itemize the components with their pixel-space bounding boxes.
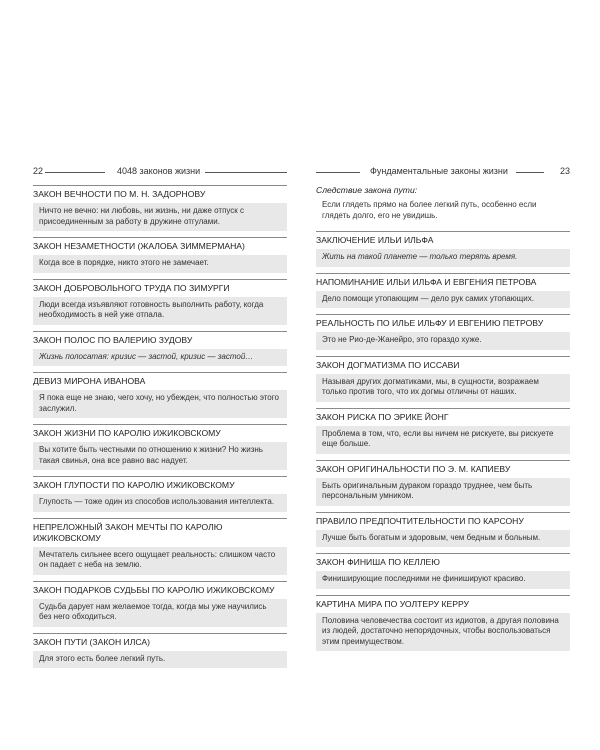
law-text: Судьба дарует нам желаемое тогда, когда мы уже научились без него обходиться.	[33, 599, 287, 627]
law-entry	[316, 595, 570, 652]
law-corollary	[316, 185, 570, 225]
running-title: 4048 законов жизни	[117, 166, 201, 176]
law-entry	[316, 512, 570, 548]
law-entry	[33, 331, 287, 367]
law-text: Вы хотите быть честными по отношению к жизни? Но жизнь такая свинья, она все равно вас надует.	[33, 442, 287, 470]
law-title: КАРТИНА МИРА ПО УОЛТЕРУ КЕРРУ	[316, 595, 570, 610]
law-entry	[33, 518, 287, 575]
page-number: 22	[33, 166, 44, 176]
header-rule	[205, 172, 287, 173]
right-page	[316, 165, 570, 657]
law-title: ЗАКОН ФИНИША ПО КЕЛЛЕЮ	[316, 553, 570, 568]
law-entry	[316, 553, 570, 589]
law-title: ЗАКОН ОРИГИНАЛЬНОСТИ ПО Э. М. КАПИЕВУ	[316, 460, 570, 475]
law-title: ЗАКЛЮЧЕНИЕ ИЛЬИ ИЛЬФА	[316, 231, 570, 246]
law-title: Следствие закона пути:	[316, 185, 418, 195]
law-title: ЗАКОН ВЕЧНОСТИ ПО М. Н. ЗАДОРНОВУ	[33, 185, 287, 200]
law-title: ЗАКОН ГЛУПОСТИ ПО КАРОЛЮ ИЖИКОВСКОМУ	[33, 476, 287, 491]
left-page	[33, 165, 287, 674]
law-text: Когда все в порядке, никто этого не замечает.	[33, 255, 287, 273]
law-title: НЕПРЕЛОЖНЫЙ ЗАКОН МЕЧТЫ ПО КАРОЛЮ ИЖИКОВСКОМУ	[33, 518, 287, 544]
law-text: Дело помощи утопающим — дело рук самих утопающих.	[316, 291, 570, 309]
law-title: ЗАКОН НЕЗАМЕТНОСТИ (ЖАЛОБА ЗИММЕРМАНА)	[33, 237, 287, 252]
laws-list	[316, 185, 570, 651]
law-text: Это не Рио-де-Жанейро, это гораздо хуже.	[316, 332, 570, 350]
law-text: Финиширующие последними не финишируют красиво.	[316, 571, 570, 589]
running-title: Фундаментальные законы жизни	[370, 166, 508, 176]
header-rule	[516, 172, 544, 173]
law-entry	[33, 372, 287, 418]
laws-list	[33, 185, 287, 668]
law-title: ЗАКОН ДОГМАТИЗМА ПО ИССАВИ	[316, 356, 570, 371]
law-text: Я пока еще не знаю, чего хочу, но убежден, что полностью этого заслужил.	[33, 390, 287, 418]
law-text: Ничто не вечно: ни любовь, ни жизнь, ни даже отпуск с присоединенным за работу в дружине отгулами.	[33, 203, 287, 231]
law-title: ДЕВИЗ МИРОНА ИВАНОВА	[33, 372, 287, 387]
law-text: Жизнь полосатая: кризис — застой, кризис — застой…	[33, 349, 287, 367]
law-title: ПРАВИЛО ПРЕДПОЧТИТЕЛЬНОСТИ ПО КАРСОНУ	[316, 512, 570, 527]
law-title: НАПОМИНАНИЕ ИЛЬИ ИЛЬФА И ЕВГЕНИЯ ПЕТРОВА	[316, 273, 570, 288]
law-entry	[316, 231, 570, 267]
law-text: Для этого есть более легкий путь.	[33, 651, 287, 669]
law-title: ЗАКОН ДОБРОВОЛЬНОГО ТРУДА ПО ЗИМУРГИ	[33, 279, 287, 294]
law-text: Половина человечества состоит из идиотов, а другая половина из людей, достаточно непорядочных, чтобы воспользоваться этим преимуществом.	[316, 613, 570, 652]
header-rule	[45, 172, 105, 173]
law-entry	[33, 237, 287, 273]
law-text: Называя других догматиками, мы, в сущности, возражаем только против того, что их догмы отличны от наших.	[316, 374, 570, 402]
law-text: Жить на такой планете — только терять время.	[316, 249, 570, 267]
law-title: ЗАКОН ПУТИ (ЗАКОН ИЛСА)	[33, 633, 287, 648]
law-title: ЗАКОН ПОЛОС ПО ВАЛЕРИЮ ЗУДОВУ	[33, 331, 287, 346]
law-entry	[33, 424, 287, 470]
law-entry	[33, 581, 287, 627]
law-entry	[316, 408, 570, 454]
header-rule	[316, 172, 360, 173]
law-entry	[33, 633, 287, 669]
law-entry	[33, 279, 287, 325]
law-text: Лучше быть богатым и здоровым, чем бедным и больным.	[316, 530, 570, 548]
law-entry	[316, 356, 570, 402]
law-text: Если глядеть прямо на более легкий путь, особенно если глядеть долго, его не увидишь.	[322, 200, 537, 220]
law-entry	[316, 273, 570, 309]
law-title: ЗАКОН ПОДАРКОВ СУДЬБЫ ПО КАРОЛЮ ИЖИКОВСКОМУ	[33, 581, 287, 596]
law-title: ЗАКОН ЖИЗНИ ПО КАРОЛЮ ИЖИКОВСКОМУ	[33, 424, 287, 439]
law-text: Проблема в том, что, если вы ничем не рискуете, вы рискуете еще больше.	[316, 426, 570, 454]
law-entry	[316, 314, 570, 350]
law-title: РЕАЛЬНОСТЬ ПО ИЛЬЕ ИЛЬФУ И ЕВГЕНИЮ ПЕТРОВУ	[316, 314, 570, 329]
law-entry	[316, 460, 570, 506]
page-number: 23	[559, 166, 570, 176]
right-page-header	[316, 165, 570, 179]
law-text: Люди всегда изъявляют готовность выполнить работу, когда необходимость в ней уже отпала.	[33, 297, 287, 325]
law-text: Глупость — тоже один из способов использования интеллекта.	[33, 494, 287, 512]
law-text: Быть оригинальным дураком гораздо труднее, чем быть персональным умником.	[316, 478, 570, 506]
law-title: ЗАКОН РИСКА ПО ЭРИКЕ ЙОНГ	[316, 408, 570, 423]
law-entry	[33, 476, 287, 512]
law-entry	[33, 185, 287, 231]
left-page-header	[33, 165, 287, 179]
law-text: Мечтатель сильнее всего ощущает реальность: слишком часто он падает с неба на землю.	[33, 547, 287, 575]
